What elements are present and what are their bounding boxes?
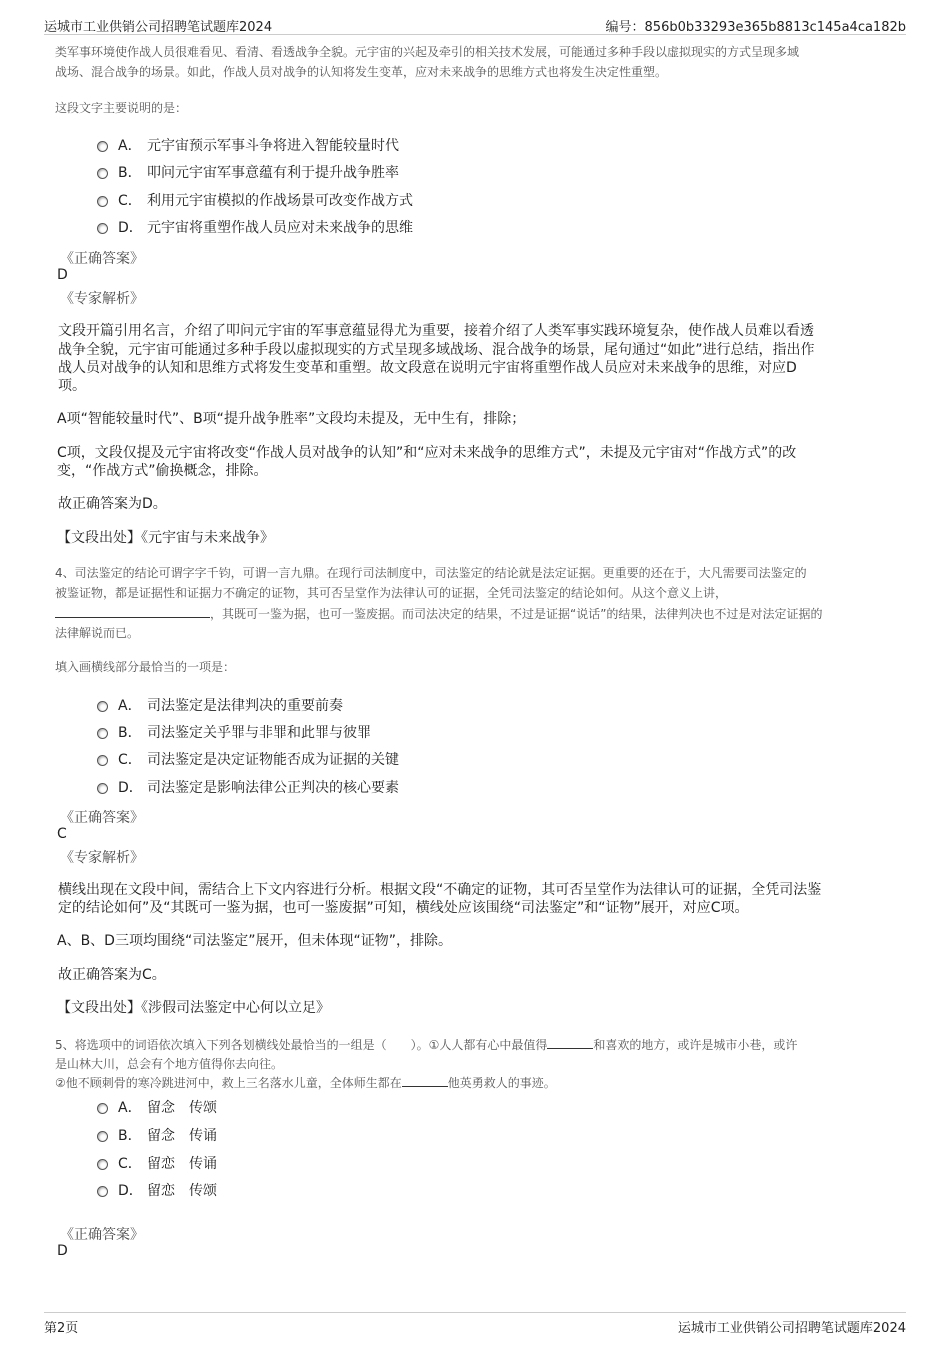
option-key: C． [118, 193, 142, 209]
answer-value: C [57, 826, 67, 842]
option-key: B． [118, 165, 142, 181]
radio-icon[interactable] [97, 783, 108, 794]
option-key: A． [118, 138, 142, 154]
header-title: 运城市工业供销公司招聘笔试题库2024 [44, 20, 273, 35]
header-doc-id: 编号：856b0b33293e365b8813c145a4ca182b [605, 20, 906, 35]
q3-question: 这段文字主要说明的是： [55, 101, 188, 115]
page-footer [44, 1312, 906, 1335]
q4-stem-text: ，其既可一鉴为据，也可一鉴废据。而司法决定的结果，不过是证据“说话”的结果，法律判决也不过是对法定证据的 [210, 607, 823, 621]
radio-icon[interactable] [97, 755, 108, 766]
analysis-label: 《专家解析》 [60, 850, 144, 866]
option-text: 司法鉴定是决定证物能否成为证据的关键 [147, 752, 399, 768]
option-text: 留恋 传诵 [147, 1156, 217, 1172]
page-header [44, 12, 906, 35]
answer-label: 《正确答案》 [60, 251, 144, 267]
answer-value: D [57, 267, 68, 283]
fill-blank [55, 604, 210, 618]
q4-stem-line [55, 604, 822, 624]
option-key: D． [118, 220, 143, 236]
analysis-line: C项，文段仅提及元宇宙将改变“作战人员对战争的认知”和“应对未来战争的思维方式”，未提及元宇宙对“作战方式”的改 [57, 445, 797, 461]
option-text: 留念 传颂 [147, 1100, 217, 1116]
analysis-line: 战人员对战争的认知和思维方式将发生变革和重塑。故文段意在说明元宇宙将重塑作战人员应对未来战争的思维，对应D [58, 360, 797, 376]
option-text: 元宇宙将重塑作战人员应对未来战争的思维 [147, 220, 413, 236]
option-text: 司法鉴定关乎罪与非罪和此罪与彼罪 [147, 725, 371, 741]
source-citation: 【文段出处】《涉假司法鉴定中心何以立足》 [57, 1000, 330, 1016]
option-key: A． [118, 1100, 142, 1116]
analysis-line: 文段开篇引用名言，介绍了叩问元宇宙的军事意蕴显得尤为重要，接着介绍了人类军事实践环境复杂，使作战人员难以看透 [58, 323, 814, 339]
analysis-line: 战争全貌，元宇宙可能通过多种手段以虚拟现实的方式呈现多域战场、混合战争的场景，尾句通过“如此”进行总结，指出作 [58, 342, 815, 358]
option-text: 叩问元宇宙军事意蕴有利于提升战争胜率 [147, 165, 399, 181]
option-key: B． [118, 725, 142, 741]
answer-value: D [57, 1243, 68, 1259]
radio-icon[interactable] [97, 1131, 108, 1142]
analysis-line: 横线出现在文段中间，需结合上下文内容进行分析。根据文段“不确定的证物，其可否呈堂作为法律认可的证据，全凭司法鉴 [58, 882, 822, 898]
fill-blank [547, 1035, 593, 1049]
option-text: 司法鉴定是法律判决的重要前奏 [147, 698, 343, 714]
q5-stem-text: 5、将选项中的词语依次填入下列各划横线处最恰当的一组是（ ）。①人人都有心中最值得 [55, 1038, 548, 1052]
option-text: 利用元宇宙模拟的作战场景可改变作战方式 [147, 193, 413, 209]
answer-label: 《正确答案》 [60, 1227, 144, 1243]
q5-stem-line [55, 1035, 797, 1055]
option-text: 留恋 传颂 [147, 1183, 217, 1199]
option-text: 留念 传诵 [147, 1128, 217, 1144]
radio-icon[interactable] [97, 196, 108, 207]
answer-label: 《正确答案》 [60, 810, 144, 826]
q4-question: 填入画横线部分最恰当的一项是： [55, 660, 236, 674]
q3-passage-line: 战场、混合战争的场景。如此，作战人员对战争的认知将发生变革，应对未来战争的思维方式也将发生决定性重塑。 [55, 65, 668, 79]
option-text: 司法鉴定是影响法律公正判决的核心要素 [147, 780, 399, 796]
option-key: D． [118, 1183, 143, 1199]
source-citation: 【文段出处】《元宇宙与未来战争》 [57, 530, 274, 546]
q5-stem-line: 是山林大川，总会有个地方值得你去向往。 [55, 1057, 284, 1071]
option-key: D． [118, 780, 143, 796]
option-key: C． [118, 752, 142, 768]
q4-stem-line: 4、司法鉴定的结论可谓字字千钧，可谓一言九鼎。在现行司法制度中，司法鉴定的结论就是法定证据。更重要的还在于，大凡需要司法鉴定的 [55, 566, 807, 580]
option-key: A． [118, 698, 142, 714]
q5-stem-text: 他英勇救人的事迹。 [447, 1076, 556, 1090]
q4-stem-line: 被鉴证物，都是证据性和证据力不确定的证物，其可否呈堂作为法律认可的证据，全凭司法鉴定的结论如何。从这个意义上讲， [55, 586, 728, 600]
radio-icon[interactable] [97, 223, 108, 234]
analysis-line: 定的结论如何”及“其既可一鉴为据，也可一鉴废据”可知，横线处应该围绕“司法鉴定”和“证物”展开，对应C项。 [58, 900, 749, 916]
radio-icon[interactable] [97, 701, 108, 712]
analysis-line: 项。 [58, 378, 86, 394]
analysis-line: A、B、D三项均围绕“司法鉴定”展开，但未体现“证物”，排除。 [57, 933, 452, 949]
q3-passage-line: 类军事环境使作战人员很难看见、看清、看透战争全貌。元宇宙的兴起及牵引的相关技术发展，可能通过多种手段以虚拟现实的方式呈现多域 [55, 45, 800, 59]
radio-icon[interactable] [97, 728, 108, 739]
q5-stem-line [55, 1073, 556, 1093]
radio-icon[interactable] [97, 141, 108, 152]
analysis-label: 《专家解析》 [60, 291, 144, 307]
option-key: C． [118, 1156, 142, 1172]
radio-icon[interactable] [97, 168, 108, 179]
analysis-conclusion: 故正确答案为C。 [58, 967, 166, 983]
analysis-conclusion: 故正确答案为D。 [58, 496, 167, 512]
q5-stem-text: ②他不顾刺骨的寒冷跳进河中，救上三名落水儿童，全体师生都在 [55, 1076, 402, 1090]
radio-icon[interactable] [97, 1103, 108, 1114]
q5-stem-text: 和喜欢的地方，或许是城市小巷，或许 [593, 1038, 798, 1052]
radio-icon[interactable] [97, 1186, 108, 1197]
radio-icon[interactable] [97, 1159, 108, 1170]
analysis-line: A项“智能较量时代”、B项“提升战争胜率”文段均未提及，无中生有，排除； [57, 411, 526, 427]
option-text: 元宇宙预示军事斗争将进入智能较量时代 [147, 138, 399, 154]
fill-blank [402, 1073, 448, 1087]
footer-title: 运城市工业供销公司招聘笔试题库2024 [677, 1321, 906, 1336]
q4-stem-line: 法律解说而已。 [55, 626, 140, 640]
option-key: B． [118, 1128, 142, 1144]
page-number: 第2页 [44, 1321, 79, 1336]
analysis-line: 变，“作战方式”偷换概念，排除。 [57, 463, 268, 479]
